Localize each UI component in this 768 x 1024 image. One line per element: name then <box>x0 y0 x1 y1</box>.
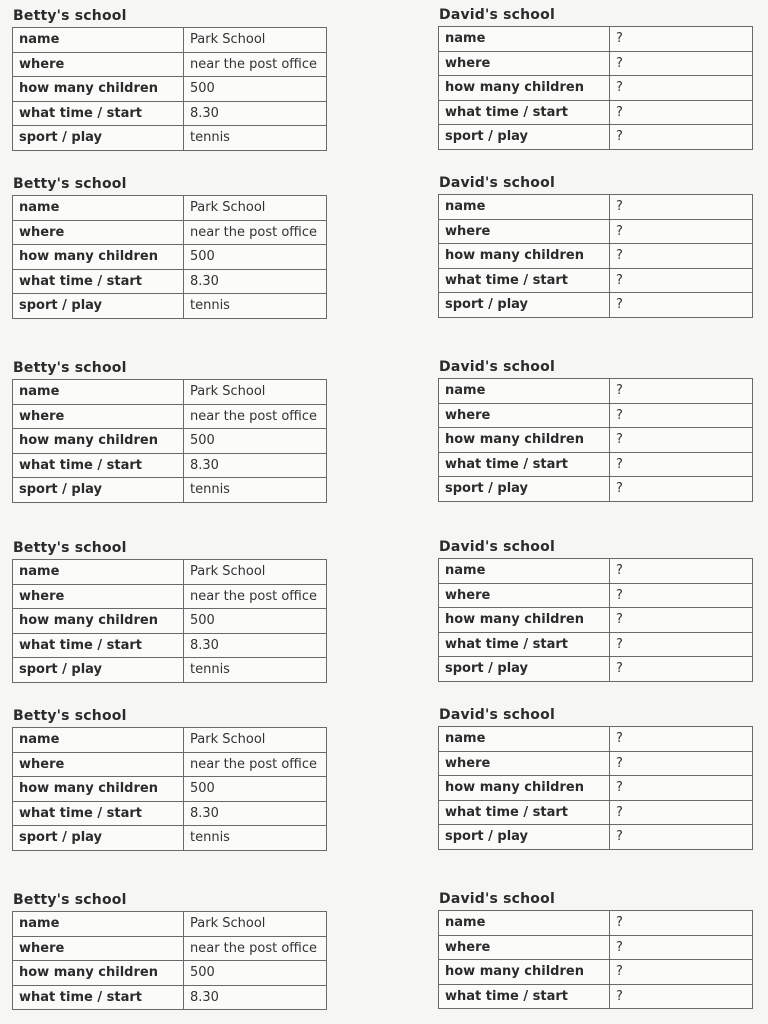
row-label: how many children <box>439 76 610 101</box>
row-value: tennis <box>184 826 327 851</box>
row-value: ? <box>610 268 753 293</box>
row-value: 500 <box>184 777 327 802</box>
school-info-table <box>12 727 327 851</box>
table-row <box>439 293 753 318</box>
row-label: name <box>13 196 184 221</box>
table-row <box>13 245 327 270</box>
school-info-table <box>12 559 327 683</box>
row-value: ? <box>610 100 753 125</box>
table-row <box>439 219 753 244</box>
row-value: tennis <box>184 658 327 683</box>
row-label: sport / play <box>13 478 184 503</box>
table-row <box>439 608 753 633</box>
row-value: ? <box>610 559 753 584</box>
row-label: how many children <box>13 245 184 270</box>
row-label: where <box>439 51 610 76</box>
row-label: what time / start <box>13 269 184 294</box>
david-school-card-1 <box>438 4 753 150</box>
row-value: 500 <box>184 245 327 270</box>
row-value: ? <box>610 608 753 633</box>
row-label: name <box>13 560 184 585</box>
row-value: ? <box>610 935 753 960</box>
card-title: David's school <box>439 175 555 191</box>
table-row <box>13 826 327 851</box>
david-school-card-5 <box>438 704 753 850</box>
table-row <box>13 936 327 961</box>
school-info-table <box>12 379 327 503</box>
table-row <box>13 380 327 405</box>
david-school-card-4 <box>438 536 753 682</box>
table-row <box>439 244 753 269</box>
row-label: name <box>13 912 184 937</box>
row-label: what time / start <box>439 632 610 657</box>
table-row <box>13 404 327 429</box>
table-row <box>439 727 753 752</box>
table-row <box>13 728 327 753</box>
row-value: tennis <box>184 126 327 151</box>
card-title: Betty's school <box>13 8 127 24</box>
betty-school-card-4 <box>12 537 327 683</box>
row-label: name <box>439 27 610 52</box>
row-value: Park School <box>184 196 327 221</box>
row-value: 500 <box>184 429 327 454</box>
row-value: ? <box>610 293 753 318</box>
betty-school-card-6 <box>12 889 327 1010</box>
row-value: ? <box>610 632 753 657</box>
row-label: where <box>13 52 184 77</box>
row-label: what time / start <box>439 800 610 825</box>
school-info-table <box>12 911 327 1010</box>
row-label: sport / play <box>13 126 184 151</box>
row-value: ? <box>610 27 753 52</box>
row-value: ? <box>610 800 753 825</box>
table-row <box>439 51 753 76</box>
row-value: 500 <box>184 961 327 986</box>
table-row <box>13 985 327 1010</box>
table-row <box>439 583 753 608</box>
row-label: what time / start <box>439 268 610 293</box>
table-row <box>439 960 753 985</box>
row-value: ? <box>610 583 753 608</box>
row-label: where <box>13 584 184 609</box>
table-row <box>439 477 753 502</box>
table-row <box>439 452 753 477</box>
card-title: Betty's school <box>13 360 127 376</box>
row-label: where <box>13 220 184 245</box>
row-value: Park School <box>184 560 327 585</box>
row-label: name <box>439 727 610 752</box>
row-value: 8.30 <box>184 985 327 1010</box>
row-label: sport / play <box>439 125 610 150</box>
table-row <box>439 776 753 801</box>
table-row <box>13 633 327 658</box>
card-title: David's school <box>439 359 555 375</box>
row-value: ? <box>610 244 753 269</box>
row-label: where <box>439 751 610 776</box>
row-label: name <box>13 28 184 53</box>
row-value: ? <box>610 984 753 1009</box>
row-label: what time / start <box>439 984 610 1009</box>
david-school-card-3 <box>438 356 753 502</box>
table-row <box>439 27 753 52</box>
card-title: Betty's school <box>13 176 127 192</box>
table-row <box>13 453 327 478</box>
row-label: sport / play <box>439 657 610 682</box>
school-info-table <box>12 27 327 151</box>
row-value: ? <box>610 657 753 682</box>
table-row <box>439 751 753 776</box>
row-label: how many children <box>13 961 184 986</box>
table-row <box>439 428 753 453</box>
school-info-table <box>438 378 753 502</box>
table-row <box>13 77 327 102</box>
table-row <box>439 403 753 428</box>
table-row <box>439 76 753 101</box>
table-row <box>13 101 327 126</box>
betty-school-card-5 <box>12 705 327 851</box>
row-value: 8.30 <box>184 101 327 126</box>
table-row <box>13 429 327 454</box>
table-row <box>439 195 753 220</box>
row-value: near the post office <box>184 220 327 245</box>
row-value: Park School <box>184 28 327 53</box>
table-row <box>13 777 327 802</box>
row-value: ? <box>610 452 753 477</box>
row-label: name <box>13 380 184 405</box>
school-info-table <box>438 558 753 682</box>
table-row <box>13 126 327 151</box>
row-value: 8.30 <box>184 453 327 478</box>
row-label: where <box>439 403 610 428</box>
row-value: ? <box>610 911 753 936</box>
row-value: ? <box>610 825 753 850</box>
row-value: near the post office <box>184 936 327 961</box>
row-value: ? <box>610 960 753 985</box>
card-title: David's school <box>439 891 555 907</box>
row-label: where <box>439 219 610 244</box>
row-label: name <box>439 379 610 404</box>
row-value: ? <box>610 751 753 776</box>
row-label: how many children <box>13 77 184 102</box>
table-row <box>13 28 327 53</box>
row-label: how many children <box>13 609 184 634</box>
row-value: tennis <box>184 294 327 319</box>
row-value: ? <box>610 727 753 752</box>
table-row <box>13 52 327 77</box>
table-row <box>439 559 753 584</box>
row-label: what time / start <box>439 100 610 125</box>
row-value: Park School <box>184 728 327 753</box>
table-row <box>13 560 327 585</box>
row-label: how many children <box>439 960 610 985</box>
row-value: 500 <box>184 77 327 102</box>
row-label: how many children <box>439 608 610 633</box>
row-value: tennis <box>184 478 327 503</box>
row-label: what time / start <box>13 801 184 826</box>
row-label: sport / play <box>13 826 184 851</box>
row-label: sport / play <box>439 825 610 850</box>
table-row <box>13 196 327 221</box>
table-row <box>13 752 327 777</box>
row-value: 500 <box>184 609 327 634</box>
table-row <box>439 379 753 404</box>
row-value: ? <box>610 51 753 76</box>
card-title: Betty's school <box>13 892 127 908</box>
table-row <box>439 632 753 657</box>
school-info-table <box>438 726 753 850</box>
row-label: sport / play <box>13 658 184 683</box>
row-value: Park School <box>184 912 327 937</box>
row-label: how many children <box>13 777 184 802</box>
row-value: near the post office <box>184 404 327 429</box>
row-label: name <box>439 911 610 936</box>
row-value: ? <box>610 403 753 428</box>
row-value: ? <box>610 125 753 150</box>
table-row <box>13 584 327 609</box>
row-value: ? <box>610 76 753 101</box>
row-label: where <box>439 583 610 608</box>
row-value: near the post office <box>184 52 327 77</box>
row-label: how many children <box>439 244 610 269</box>
row-value: near the post office <box>184 584 327 609</box>
betty-school-card-1 <box>12 5 327 151</box>
row-value: ? <box>610 776 753 801</box>
table-row <box>13 294 327 319</box>
row-label: what time / start <box>13 985 184 1010</box>
row-label: how many children <box>439 776 610 801</box>
betty-school-card-2 <box>12 173 327 319</box>
row-value: ? <box>610 379 753 404</box>
card-title: Betty's school <box>13 540 127 556</box>
row-value: 8.30 <box>184 269 327 294</box>
row-value: 8.30 <box>184 633 327 658</box>
row-label: how many children <box>439 428 610 453</box>
row-label: sport / play <box>439 477 610 502</box>
table-row <box>439 100 753 125</box>
table-row <box>439 800 753 825</box>
table-row <box>13 912 327 937</box>
row-label: how many children <box>13 429 184 454</box>
table-row <box>13 609 327 634</box>
table-row <box>13 801 327 826</box>
row-value: 8.30 <box>184 801 327 826</box>
table-row <box>13 961 327 986</box>
row-value: ? <box>610 477 753 502</box>
row-label: sport / play <box>13 294 184 319</box>
row-label: name <box>13 728 184 753</box>
school-info-table <box>438 194 753 318</box>
row-label: where <box>13 404 184 429</box>
table-row <box>439 984 753 1009</box>
betty-school-card-3 <box>12 357 327 503</box>
row-label: where <box>439 935 610 960</box>
row-label: what time / start <box>13 633 184 658</box>
table-row <box>13 658 327 683</box>
row-value: Park School <box>184 380 327 405</box>
row-value: ? <box>610 428 753 453</box>
row-label: where <box>13 936 184 961</box>
table-row <box>439 911 753 936</box>
school-info-table <box>438 26 753 150</box>
card-title: David's school <box>439 7 555 23</box>
row-value: ? <box>610 219 753 244</box>
david-school-card-2 <box>438 172 753 318</box>
row-label: where <box>13 752 184 777</box>
card-title: David's school <box>439 539 555 555</box>
table-row <box>13 478 327 503</box>
table-row <box>439 657 753 682</box>
row-label: name <box>439 559 610 584</box>
table-row <box>439 825 753 850</box>
row-label: what time / start <box>13 453 184 478</box>
school-info-table <box>12 195 327 319</box>
david-school-card-6 <box>438 888 753 1009</box>
row-value: ? <box>610 195 753 220</box>
row-label: what time / start <box>439 452 610 477</box>
school-info-table <box>438 910 753 1009</box>
card-title: David's school <box>439 707 555 723</box>
table-row <box>13 220 327 245</box>
row-label: sport / play <box>439 293 610 318</box>
row-label: name <box>439 195 610 220</box>
row-label: what time / start <box>13 101 184 126</box>
table-row <box>439 935 753 960</box>
table-row <box>439 125 753 150</box>
table-row <box>13 269 327 294</box>
row-value: near the post office <box>184 752 327 777</box>
table-row <box>439 268 753 293</box>
card-title: Betty's school <box>13 708 127 724</box>
